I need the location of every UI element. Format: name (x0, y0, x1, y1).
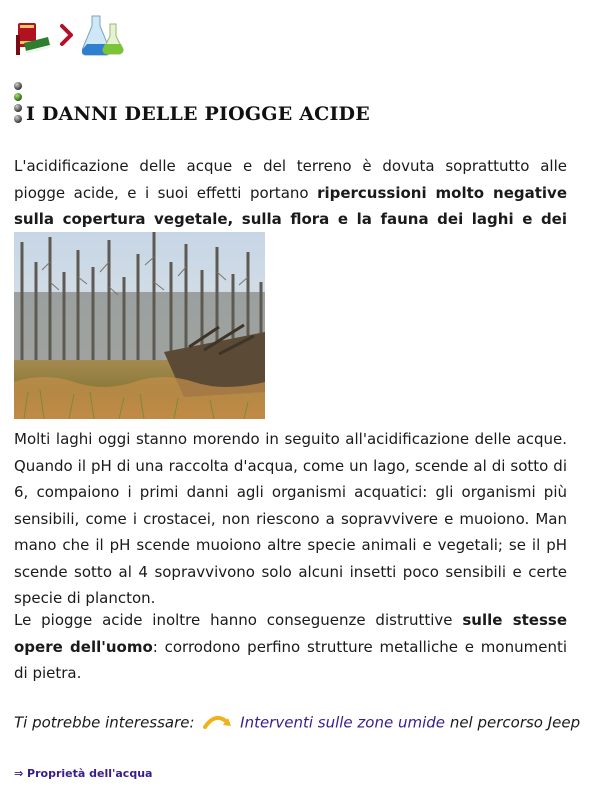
monuments-paragraph (14, 607, 567, 687)
see-also-line (14, 713, 580, 733)
monuments-text-start: Le piogge acide inoltre hanno conseguenze distruttive (14, 611, 463, 629)
water-properties-link[interactable]: ⇒ Proprietà dell'acqua (14, 767, 153, 780)
see-also-prefix: Ti potrebbe interessare: (14, 713, 195, 732)
section-heading (14, 82, 370, 125)
see-also-suffix: nel percorso Jeep (449, 713, 581, 732)
intro-emphasis: ripercussioni molto negative sulla copertura vegetale, sulla flora e la fauna dei laghi e dei (14, 183, 568, 228)
intro-text: L'acidificazione delle acque e del terreno è dovuta soprattutto alle piogge acide, e i suoi effetti portano (14, 157, 567, 202)
curved-arrow-icon (202, 713, 232, 733)
bullet-dots-icon (14, 82, 22, 123)
books-icon[interactable] (14, 15, 52, 59)
monuments-emphasis: sulle stesse opere dell'uomo (14, 611, 567, 656)
damaged-forest-photo (14, 232, 265, 419)
flasks-icon[interactable] (82, 14, 126, 60)
top-navigation (14, 14, 126, 60)
page-title: I DANNI DELLE PIOGGE ACIDE (26, 103, 370, 125)
wetlands-link[interactable]: Interventi sulle zone umide (240, 713, 446, 732)
monuments-text-end: : corrodono perfino strutture metalliche e monumenti di pietra. (14, 637, 568, 682)
lakes-paragraph: Molti laghi oggi stanno morendo in seguito all'acidificazione delle acque. Quando il pH di una raccolta d'acqua, come un lago, scende al di sotto di 6, compaiono i primi danni agli organismi acquatici: gli organismi più sensibili, come i crostacei, non riescono a sopravvivere e muoiono. Man mano che il pH scende muoiono altre specie animali e vegetali; se il pH scende sotto al 4 sopravvivono solo alcuni insetti poco sensibili e certe specie di plancton. (14, 430, 567, 607)
chevron-right-icon (60, 23, 74, 51)
